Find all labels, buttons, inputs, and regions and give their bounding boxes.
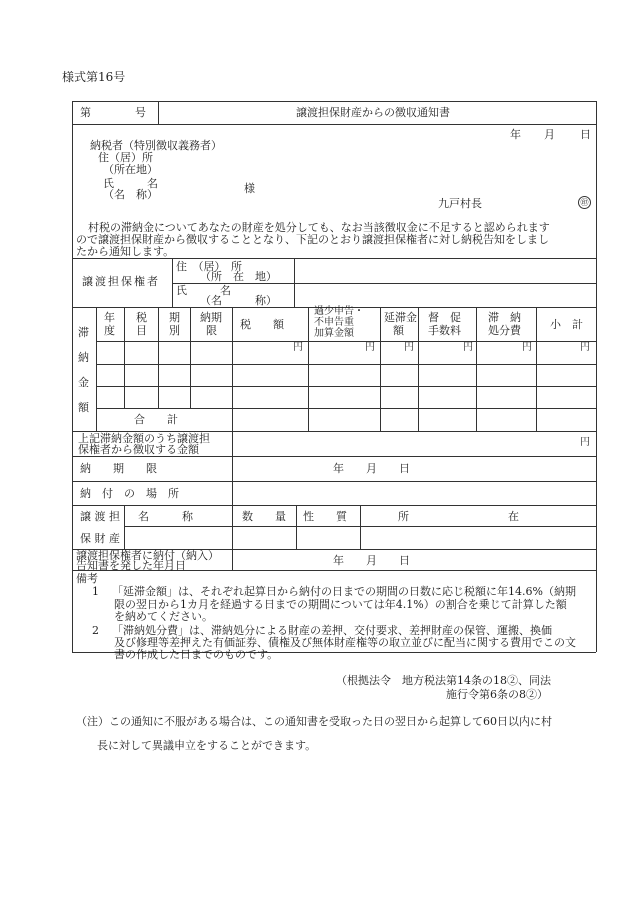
intro-line-1: 村税の滞納金についてあなたの財産を処分しても、なお当該徴収金に不足すると認められます xyxy=(88,221,550,234)
intro-line-2: ので譲渡担保財産から徴収することとなり、下記のとおり譲渡担保権者に対し納税告知をしまし xyxy=(76,233,549,246)
collect-label-2: 保権者から徴収する金額 xyxy=(78,443,199,456)
property-qty-col: 数 量 xyxy=(242,510,286,523)
holder-address-label: 住 （居） 所 xyxy=(176,260,242,273)
property-label-2: 保 財 産 xyxy=(80,532,120,545)
deadline-label: 納 期 限 xyxy=(80,462,157,475)
remark-2-num: 2 xyxy=(92,624,99,637)
remarks-title: 備考 xyxy=(76,572,98,585)
date-day: 日 xyxy=(580,128,591,141)
col-period-2: 別 xyxy=(169,324,180,337)
collect-unit: 円 xyxy=(580,437,590,448)
holder-address-sub: （所 在 地） xyxy=(200,270,277,283)
col-penalty-1: 過少申告・ xyxy=(314,306,364,317)
remark-2-line-2: 及び修理等差押えた有価証券、債権及び無体財産権等の取立並びに配当に関する費用でこの文 xyxy=(114,636,576,649)
col-latefee-1: 延滞金 xyxy=(384,311,417,324)
legal-basis-line-2: 施行令第6条の8②） xyxy=(446,688,548,701)
taxpayer-name-sub: （名 称） xyxy=(103,188,158,201)
col-penalty-2: 不申告重 xyxy=(314,317,354,328)
col-demandfee-1: 督 促 xyxy=(428,311,461,324)
intro-line-3: たから通知します。 xyxy=(76,245,175,258)
total-label: 合 計 xyxy=(134,413,178,426)
footnote-line-2: 長に対して異議申立をすることができます。 xyxy=(97,739,317,752)
col-latefee-2: 額 xyxy=(393,324,404,337)
col-dispositionfee-2: 処分費 xyxy=(488,324,521,337)
col-taxamount: 税 額 xyxy=(240,318,284,331)
issuer-name: 九戸村長 xyxy=(438,197,482,210)
number-label: 第 号 xyxy=(80,106,146,119)
property-nature-col: 性 質 xyxy=(303,510,347,523)
collect-label-1: 上記滞納金額のうち譲渡担 xyxy=(78,432,210,445)
holder-label: 譲渡担保権者 xyxy=(82,275,160,288)
col-demandfee-2: 手数料 xyxy=(428,324,461,337)
property-label-1: 譲 渡 担 xyxy=(80,510,120,523)
col-due-1: 納期 xyxy=(200,311,222,324)
date-month: 月 xyxy=(544,128,555,141)
col-dispositionfee-1: 滞 納 xyxy=(488,311,521,324)
arrears-side-3: 金 xyxy=(78,376,89,389)
remark-1-num: 1 xyxy=(92,585,99,598)
unit-yen-latefee: 円 xyxy=(404,342,414,353)
arrears-side-1: 滞 xyxy=(78,326,89,339)
date-year: 年 xyxy=(510,128,521,141)
unit-yen-demandfee: 円 xyxy=(463,342,473,353)
notice-date-label-1: 譲渡担保権者に納付（納入） xyxy=(76,549,219,562)
unit-yen-subtotal: 円 xyxy=(580,342,590,353)
col-year-1: 年 xyxy=(104,311,115,324)
unit-yen-dispositionfee: 円 xyxy=(522,342,532,353)
deadline-date: 年 月 日 xyxy=(333,462,410,475)
footnote-line-1: （注）この通知に不服がある場合は、この通知書を受取った日の翌日から起算して60日以内に村 xyxy=(76,715,552,728)
holder-name-label: 氏 名 xyxy=(176,284,231,297)
form-number: 様式第16号 xyxy=(62,70,126,84)
remark-2-line-1: 「滞納処分費」は、滞納処分による財産の差押、交付要求、差押財産の保管、運搬、換価 xyxy=(112,624,552,637)
seal-mark: ㊞ xyxy=(578,196,591,209)
taxpayer-address-sub: （所在地） xyxy=(103,163,158,176)
legal-basis-line-1: （根拠法令 地方税法第14条の18②、同法 xyxy=(336,674,551,687)
form-title: 譲渡担保財産からの徴収通知書 xyxy=(296,106,450,119)
unit-yen-penalty: 円 xyxy=(365,342,375,353)
property-name-col: 名 称 xyxy=(138,510,193,523)
col-penalty-3: 加算金額 xyxy=(314,328,354,339)
place-label: 納 付 の 場 所 xyxy=(80,487,179,500)
holder-name-sub: （名 称） xyxy=(200,294,277,307)
arrears-side-4: 額 xyxy=(78,401,89,414)
arrears-side-2: 納 xyxy=(78,351,89,364)
notice-date-label-2: 告知書を発した年月日 xyxy=(76,559,186,572)
col-subtotal: 小 計 xyxy=(550,318,583,331)
remark-1-line-2: 限の翌日から1カ月を経過する日までの期間については年4.1%）の割合を乗じて計算した額 xyxy=(114,598,567,611)
col-taxitem-2: 目 xyxy=(136,324,147,337)
taxpayer-label: 納税者（特別徴収義務者） xyxy=(90,139,222,152)
col-year-2: 度 xyxy=(104,324,115,337)
col-period-1: 期 xyxy=(169,311,180,324)
col-taxitem-1: 税 xyxy=(136,311,147,324)
unit-yen-tax: 円 xyxy=(293,342,303,353)
remark-1-line-1: 「延滞金額」は、それぞれ起算日から納付の日までの期間の日数に応じ税額に年14.6%（納期 xyxy=(112,585,576,598)
col-due-2: 限 xyxy=(206,324,217,337)
notice-date-value: 年 月 日 xyxy=(333,554,410,567)
sama-label: 様 xyxy=(244,182,255,195)
taxpayer-address-label: 住（居）所 xyxy=(98,151,153,164)
taxpayer-name-label: 氏 名 xyxy=(103,177,158,190)
remark-2-line-3: 書の作成した日までのものです。 xyxy=(114,648,279,661)
remark-1-line-3: を納めてください。 xyxy=(114,610,213,623)
property-location-col: 所 在 xyxy=(398,510,519,523)
